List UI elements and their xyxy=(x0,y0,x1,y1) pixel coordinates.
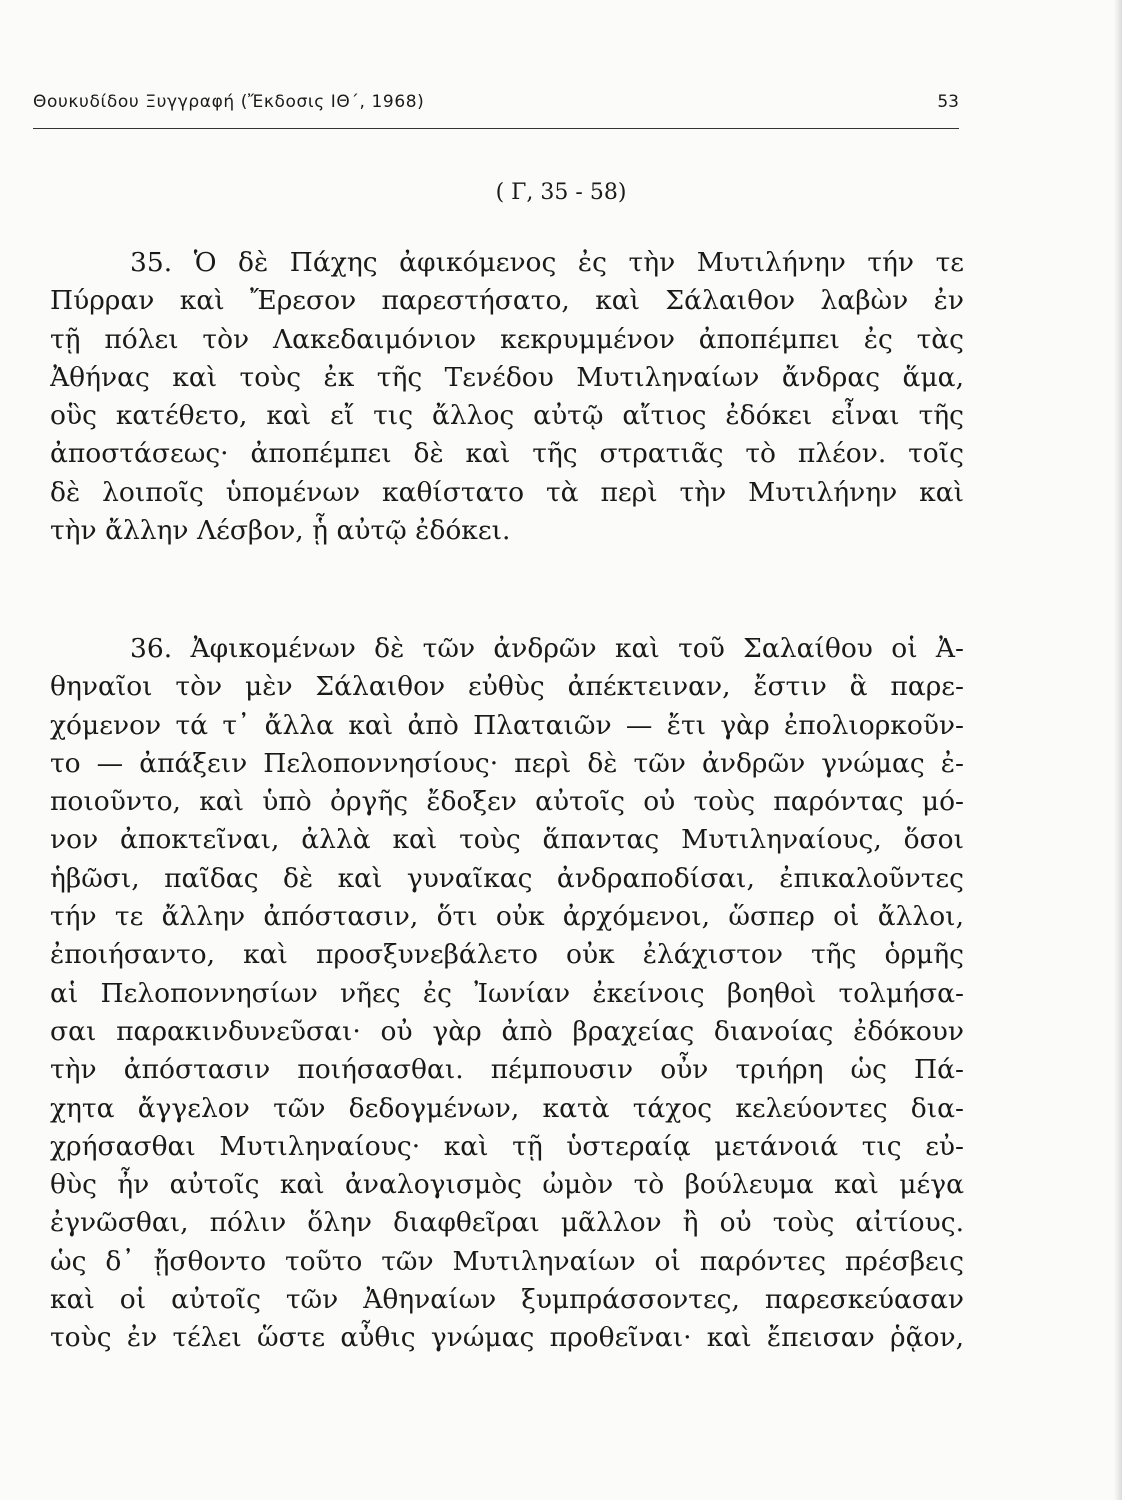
text-line: χητα ἄγγελον τῶν δεδογμένων, κατὰ τάχος κελεύοντες δια- xyxy=(50,1092,964,1124)
paragraph-35 xyxy=(50,244,964,550)
text-line: τῇ πόλει τὸν Λακεδαιμόνιον κεκρυμμένον ἀποπέμπει ἐς τὰς xyxy=(50,323,964,355)
text-line: ἡβῶσι, παῖδας δὲ καὶ γυναῖκας ἀνδραποδίσαι, ἐπικαλοῦντες xyxy=(50,862,964,894)
text-line: καὶ οἱ αὐτοῖς τῶν Ἀθηναίων ξυμπράσσοντες, παρεσκεύασαν xyxy=(50,1284,964,1316)
page-number: 53 xyxy=(937,92,959,112)
text-line: ποιοῦντο, καὶ ὑπὸ ὀργῆς ἔδοξεν αὐτοῖς οὐ τοὺς παρόντας μό- xyxy=(50,786,964,818)
text-line: τὴν ἄλλην Λέσβον, ᾗ αὐτῷ ἐδόκει. xyxy=(50,515,511,547)
text-line: δὲ λοιποῖς ὑπομένων καθίστατο τὰ περὶ τὴν Μυτιλήνην καὶ xyxy=(50,476,964,508)
text-line: οὓς κατέθετο, καὶ εἴ τις ἄλλος αὐτῷ αἴτιος ἐδόκει εἶναι τῆς xyxy=(50,400,964,432)
text-line: ἐγνῶσθαι, πόλιν ὅλην διαφθεῖραι μᾶλλον ἢ οὐ τοὺς αἰτίους. xyxy=(50,1207,964,1239)
text-line: θὺς ἦν αὐτοῖς καὶ ἀναλογισμὸς ὠμὸν τὸ βούλευμα καὶ μέγα xyxy=(50,1169,964,1201)
text-line: χόμενον τά τ᾽ ἄλλα καὶ ἀπὸ Πλαταιῶν — ἔτι γὰρ ἐπολιορκοῦν- xyxy=(50,709,964,741)
text-line: ἀποστάσεως· ἀποπέμπει δὲ καὶ τῆς στρατιᾶς τὸ πλέον. τοῖς xyxy=(50,438,964,470)
text-line: τοὺς ἐν τέλει ὥστε αὖθις γνώμας προθεῖναι· καὶ ἔπεισαν ῥᾷον, xyxy=(50,1322,964,1354)
text-line: νον ἀποκτεῖναι, ἀλλὰ καὶ τοὺς ἅπαντας Μυτιληναίους, ὅσοι xyxy=(50,824,964,856)
page-edge-shadow xyxy=(1114,0,1122,1500)
text-line: χρήσασθαι Μυτιληναίους· καὶ τῇ ὑστεραίᾳ μετάνοιά τις εὐ- xyxy=(50,1130,964,1162)
paragraph-36 xyxy=(50,630,964,1358)
running-title: Θουκυδίδου Ξυγγραφή (Ἔκδοσις ΙΘ΄, 1968) xyxy=(33,92,425,112)
text-line: ἐποιήσαντο, καὶ προσξυνεβάλετο οὐκ ἐλάχιστον τῆς ὁρμῆς xyxy=(50,939,964,971)
text-line: 36. Ἀφικομένων δὲ τῶν ἀνδρῶν καὶ τοῦ Σαλαίθου οἱ Ἀ- xyxy=(130,633,964,664)
section-label: ( Γ, 35 - 58) xyxy=(495,180,627,205)
text-line: αἱ Πελοποννησίων νῆες ἐς Ἰωνίαν ἐκείνοις βοηθοὶ τολμήσα- xyxy=(50,977,964,1009)
text-line: θηναῖοι τὸν μὲν Σάλαιθον εὐθὺς ἀπέκτειναν, ἔστιν ἃ παρε- xyxy=(50,671,964,703)
running-header xyxy=(33,92,959,129)
text-line: ὡς δ᾽ ᾔσθοντο τοῦτο τῶν Μυτιληναίων οἱ παρόντες πρέσβεις xyxy=(50,1245,964,1277)
text-line: Πύρραν καὶ Ἔρεσον παρεστήσατο, καὶ Σάλαιθον λαβὼν ἐν xyxy=(50,285,964,317)
text-line: τήν τε ἄλλην ἀπόστασιν, ὅτι οὐκ ἀρχόμενοι, ὥσπερ οἱ ἄλλοι, xyxy=(50,901,964,933)
text-line: σαι παρακινδυνεῦσαι· οὐ γὰρ ἀπὸ βραχείας διανοίας ἐδόκουν xyxy=(50,1015,964,1047)
text-line: 35. Ὁ δὲ Πάχης ἀφικόμενος ἐς τὴν Μυτιλήνην τήν τε xyxy=(130,247,964,278)
text-line: Ἀθήνας καὶ τοὺς ἐκ τῆς Τενέδου Μυτιληναίων ἄνδρας ἅμα, xyxy=(50,361,964,393)
text-line: το — ἀπάξειν Πελοποννησίους· περὶ δὲ τῶν ἀνδρῶν γνώμας ἐ- xyxy=(50,747,964,779)
text-line: τὴν ἀπόστασιν ποιήσασθαι. πέμπουσιν οὖν τριήρη ὡς Πά- xyxy=(50,1054,964,1086)
